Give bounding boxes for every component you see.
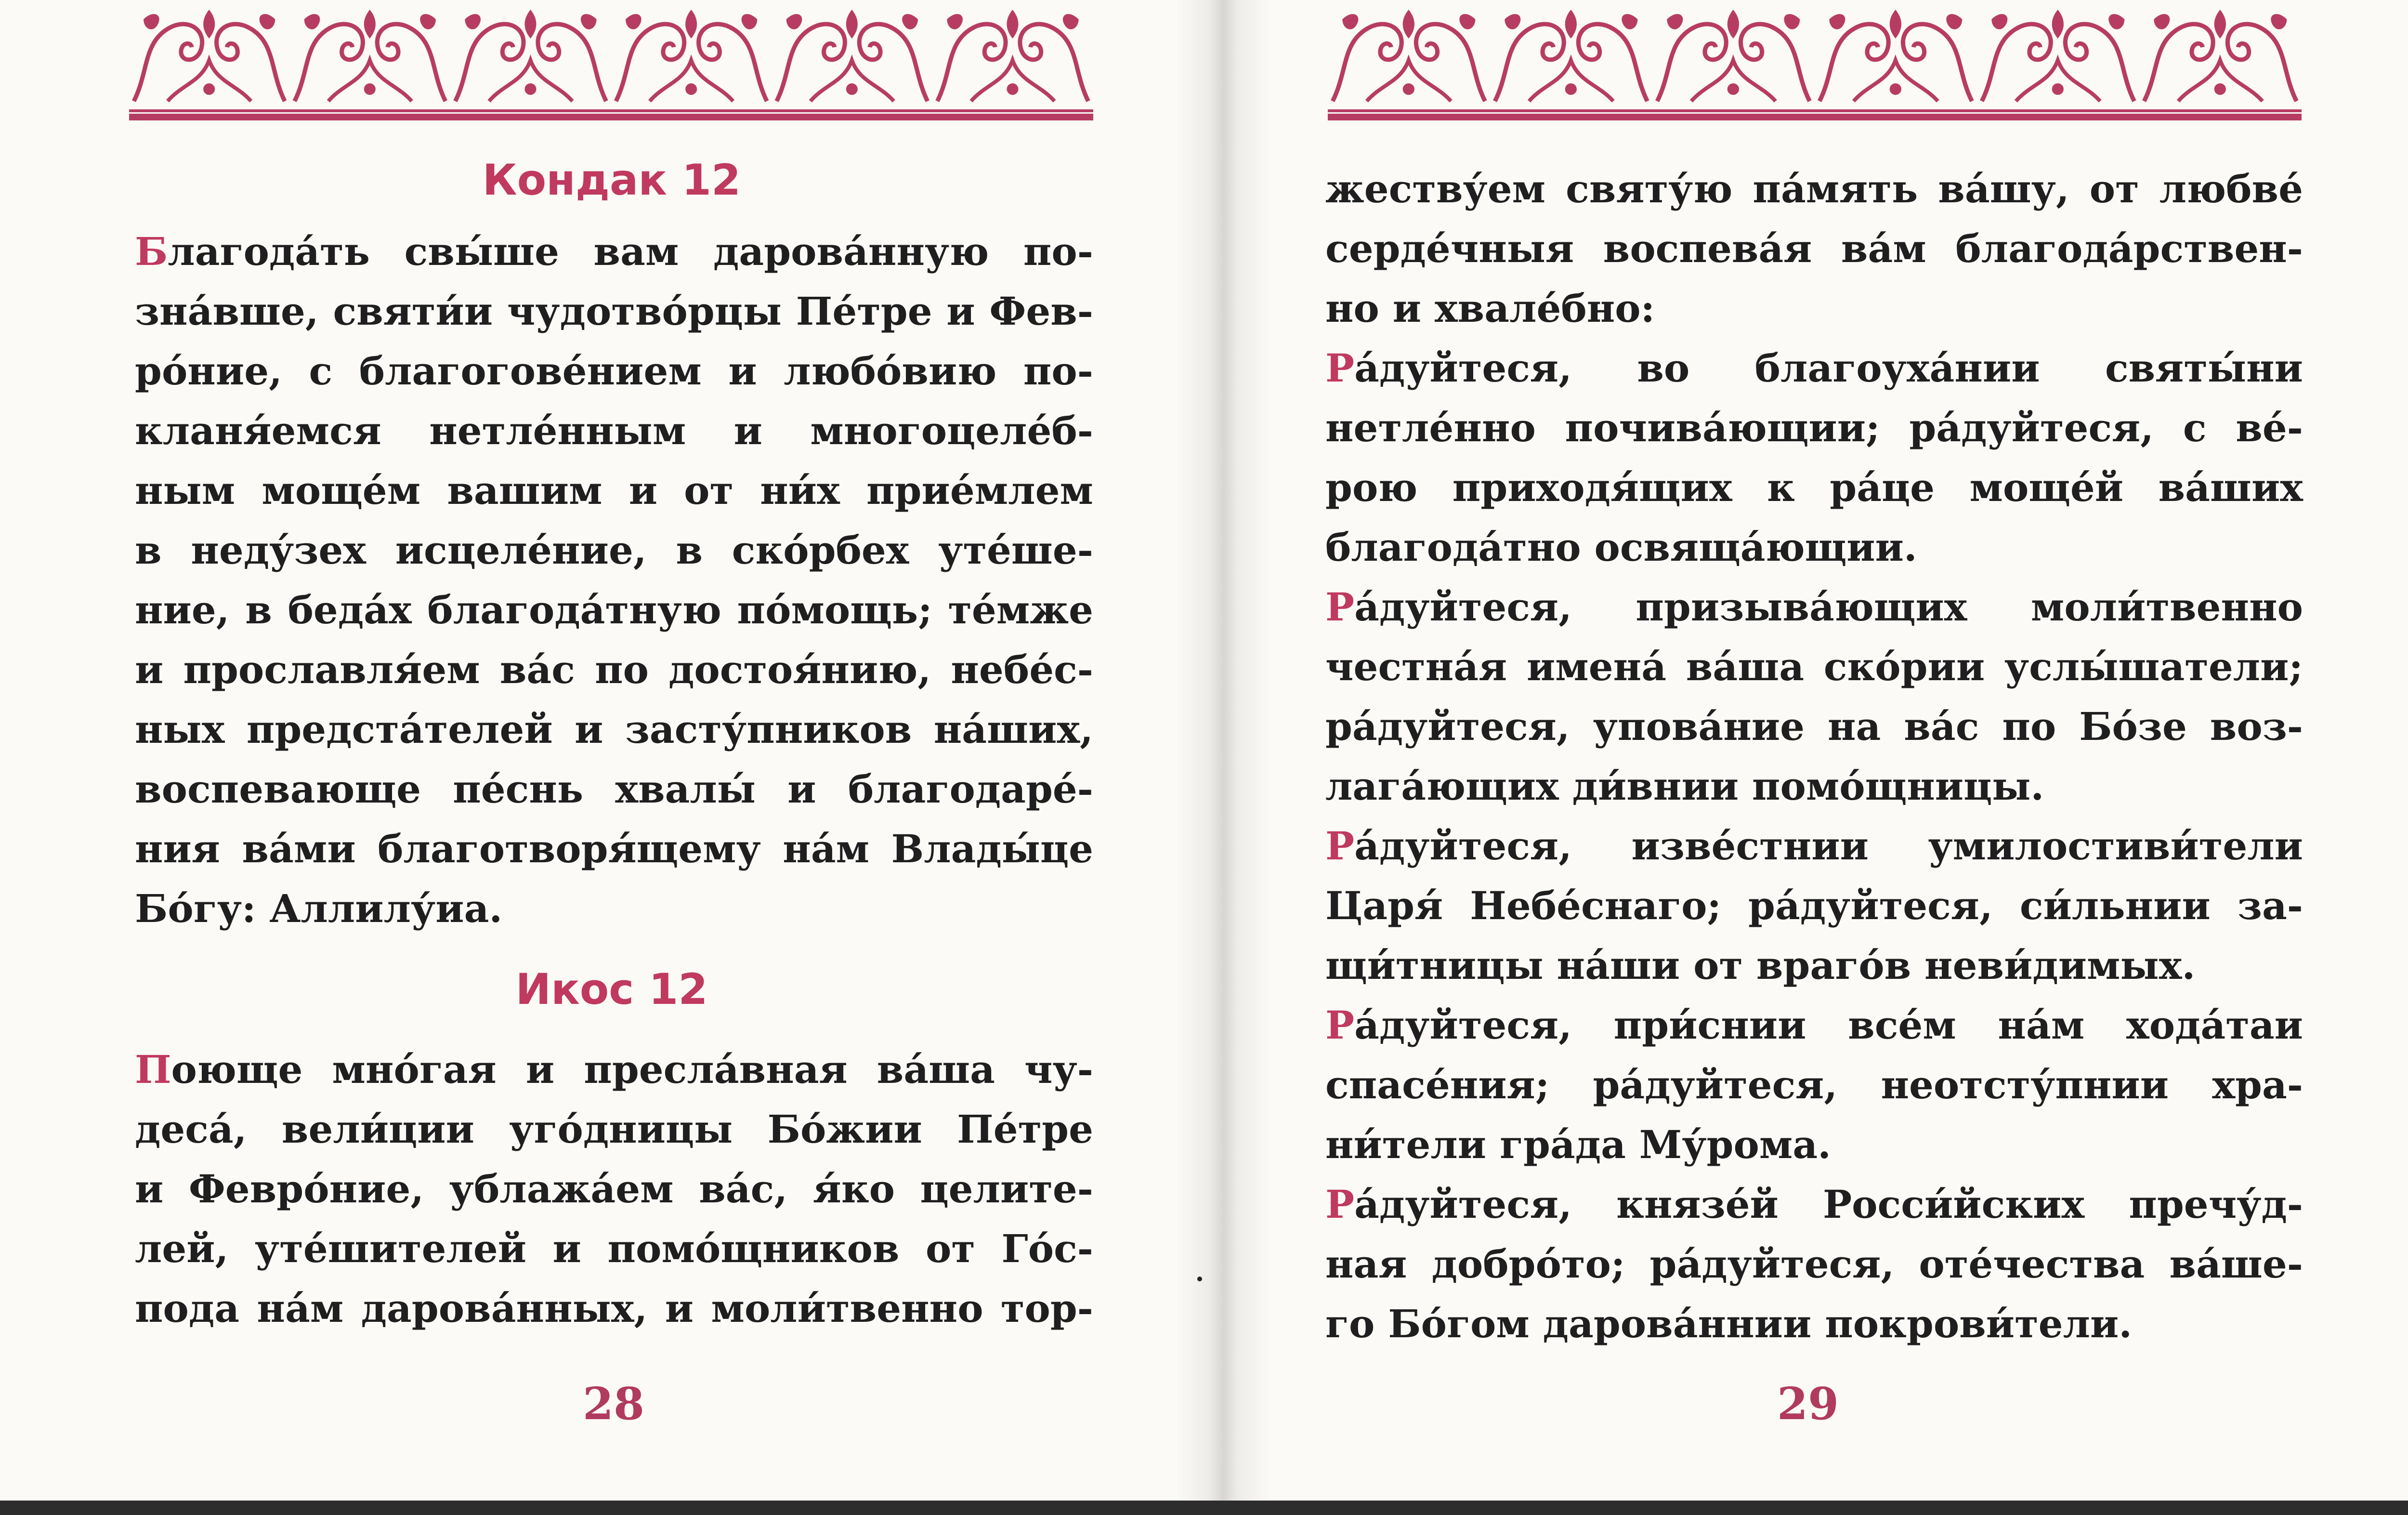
text-line: в неду́зех исцеле́ние, в ско́рбех уте́ше-: [135, 527, 1093, 573]
text-line: Ра́дуйтеся, призыва́ющих моли́твенно: [1325, 584, 2303, 630]
text-line: честна́я имена́ ва́ша ско́рии услы́шатели;: [1325, 644, 2303, 689]
page-number: 29: [1777, 1378, 1839, 1430]
text-line: го Бо́гом дарова́ннии покрови́тели.: [1325, 1301, 2133, 1346]
drop-letter: Р: [1325, 345, 1355, 391]
text-line: рою приходя́щих к ра́це моще́й ва́ших: [1325, 465, 2303, 510]
text-line: Поюще мно́гая и пресла́вная ва́ша чу-: [135, 1047, 1093, 1092]
right-page: [1223, 0, 2408, 1501]
ikos-heading: Икос 12: [515, 964, 708, 1014]
text-line: деса́, вели́ции уго́дницы Бо́жии Пе́тре: [135, 1107, 1093, 1152]
header-ornament: [1328, 0, 2302, 123]
drop-letter: Р: [1325, 823, 1355, 869]
text-line: Царя́ Небе́снаго; ра́дуйтеся, си́льнии за-: [1325, 883, 2303, 928]
drop-letter: Б: [135, 229, 168, 274]
text-line: Благода́ть свы́ше вам дарова́нную по-: [135, 229, 1093, 274]
text-line: ни́тели гра́да Му́рома.: [1325, 1122, 1831, 1167]
kondak-text: [135, 222, 1093, 938]
text-line: Ра́дуйтеся, во благоуха́нии святы́ни: [1325, 345, 2303, 391]
text-line: Бо́гу: Аллилу́иа.: [135, 886, 503, 931]
text-line: жеству́ем святу́ю па́мять ва́шу, от любве́: [1325, 166, 2303, 211]
text-line: Ра́дуйтеся, при́снии все́м на́м хода́таи: [1325, 1002, 2303, 1048]
text-line: ние, в беда́х благода́тную по́мощь; те́мже: [135, 587, 1093, 632]
text-line: Ра́дуйтеся, князе́й Росси́йских пречу́д-: [1325, 1182, 2303, 1227]
text-line: ния ва́ми благотворя́щему на́м Влады́це: [135, 826, 1093, 871]
text-line: лага́ющих ди́внии помо́щницы.: [1325, 764, 2044, 809]
text-line: воспевающе пе́снь хвалы́ и благодаре́-: [135, 766, 1093, 812]
text-line: ным моще́м вашим и от ни́х прие́млем: [135, 468, 1093, 513]
right-page-text: [1325, 159, 2303, 1354]
text-line: ра́дуйтеся, упова́ние на ва́с по Бо́зе воз-: [1325, 704, 2303, 749]
header-ornament: [129, 0, 1093, 123]
text-line: кланя́емся нетле́нным и многоцеле́б-: [135, 408, 1093, 453]
drop-letter: П: [135, 1047, 171, 1092]
text-line: лей, уте́шителей и помо́щников от Го́с-: [135, 1226, 1093, 1271]
text-line: зна́вше, святи́и чудотво́рцы Пе́тре и Фев-: [135, 289, 1093, 334]
drop-letter: Р: [1325, 584, 1355, 630]
ikos-text: [135, 1040, 1093, 1338]
text-line: ро́ние, с благогове́нием и любо́вию по-: [135, 348, 1093, 394]
drop-letter: Р: [1325, 1182, 1355, 1227]
text-line: ных предста́телей и засту́пников на́ших,: [135, 707, 1093, 752]
text-line: благода́тно освяща́ющии.: [1325, 525, 1917, 570]
text-line: щи́тницы на́ши от враго́в неви́димых.: [1325, 943, 2196, 988]
kondak-heading: Кондак 12: [482, 155, 741, 205]
text-line: серде́чныя воспева́я ва́м благода́рствен-: [1325, 226, 2303, 271]
text-line: нетле́нно почива́ющии; ра́дуйтеся, с ве́-: [1325, 405, 2303, 450]
text-line: и прославля́ем ва́с по достоя́нию, небе́с-: [135, 647, 1093, 692]
text-line: но и хвале́бно:: [1325, 286, 1655, 331]
page-number: 28: [583, 1378, 645, 1430]
text-line: и Февро́ние, ублажа́ем ва́с, я́ко целите-: [135, 1166, 1093, 1212]
text-line: ная добро́то; ра́дуйтеся, оте́чества ва́ше-: [1325, 1241, 2303, 1287]
scan-background: [0, 1501, 2408, 1515]
text-line: спасе́ния; ра́дуйтеся, неотсту́пнии хра-: [1325, 1062, 2303, 1107]
drop-letter: Р: [1325, 1002, 1355, 1048]
text-line: пода на́м дарова́нных, и моли́твенно тор-: [135, 1286, 1093, 1331]
text-line: Ра́дуйтеся, изве́стнии умилостиви́тели: [1325, 823, 2303, 869]
